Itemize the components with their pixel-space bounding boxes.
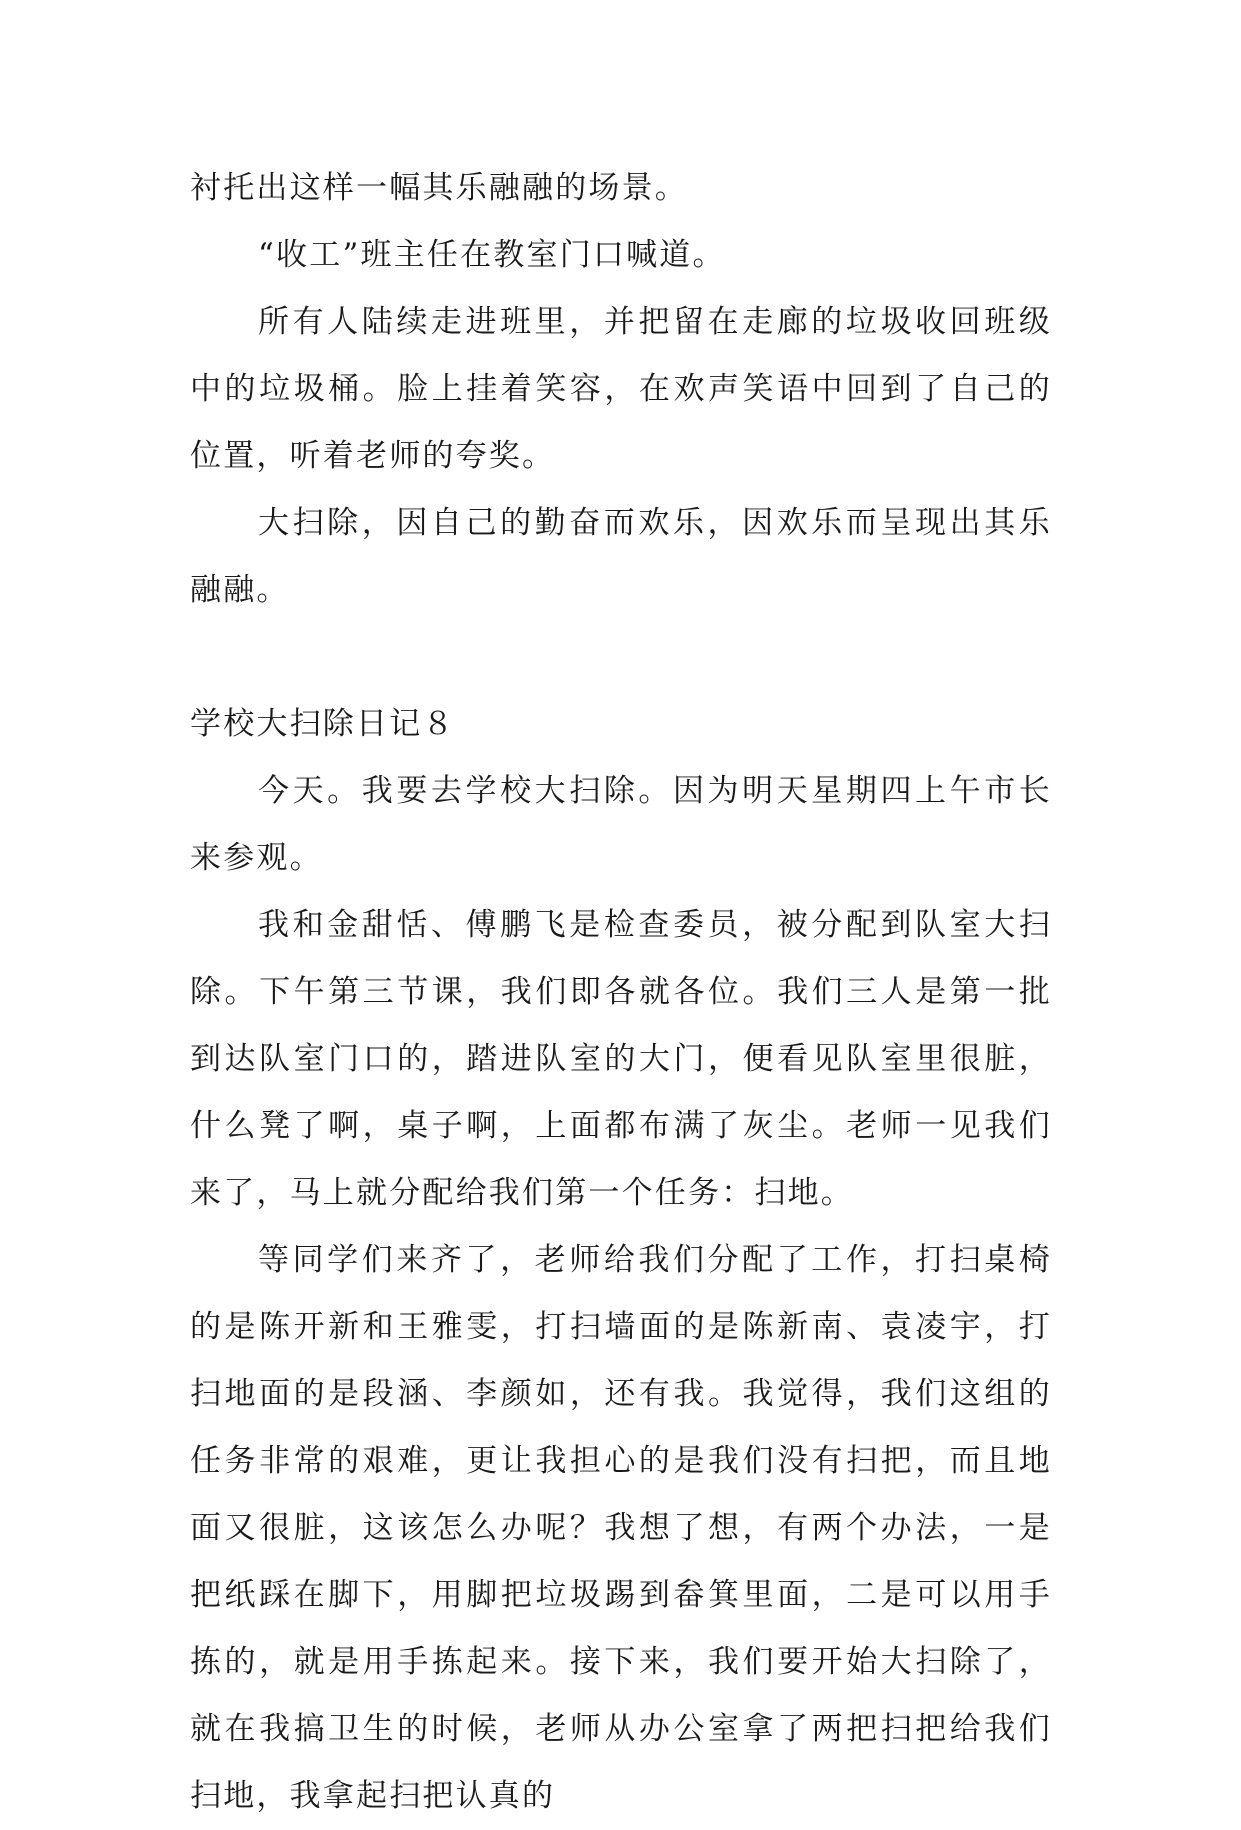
section-spacer	[190, 624, 1052, 691]
document-page	[190, 155, 1052, 1830]
paragraph-continued: 衬托出这样一幅其乐融融的场景。	[190, 170, 688, 206]
paragraph: “收工”班主任在教室门口喊道。	[258, 237, 726, 273]
paragraph: 等同学们来齐了，老师给我们分配了工作，打扫桌椅的是陈开新和王雅雯，打扫墙面的是陈新南、袁凌宇，打扫地面的是段涵、李颜如，还有我。我觉得，我们这组的任务非常的艰难，更让我担心的是我们没有扫把，而且地面又很脏，这该怎么办呢？我想了想，有两个办法，一是把纸踩在脚下，用脚把垃圾踢到畚箕里面，二是可以用手拣的，就是用手拣起来。接下来，我们要开始大扫除了，就在我搞卫生的时候，老师从办公室拿了两把扫把给我们扫地，我拿起扫把认真的	[190, 1242, 1052, 1814]
paragraph: 大扫除，因自己的勤奋而欢乐，因欢乐而呈现出其乐融融。	[190, 505, 1052, 608]
paragraph: 所有人陆续走进班里，并把留在走廊的垃圾收回班级中的垃圾桶。脸上挂着笑容，在欢声笑语中回到了自己的位置，听着老师的夸奖。	[190, 304, 1052, 474]
section-title: 学校大扫除日记８	[190, 706, 456, 742]
paragraph: 今天。我要去学校大扫除。因为明天星期四上午市长来参观。	[190, 773, 1052, 876]
paragraph: 我和金甜恬、傅鹏飞是检查委员，被分配到队室大扫除。下午第三节课，我们即各就各位。我们三人是第一批到达队室门口的，踏进队室的大门，便看见队室里很脏，什么凳了啊，桌子啊，上面都布满了灰尘。老师一见我们来了，马上就分配给我们第一个任务：扫地。	[190, 907, 1052, 1211]
